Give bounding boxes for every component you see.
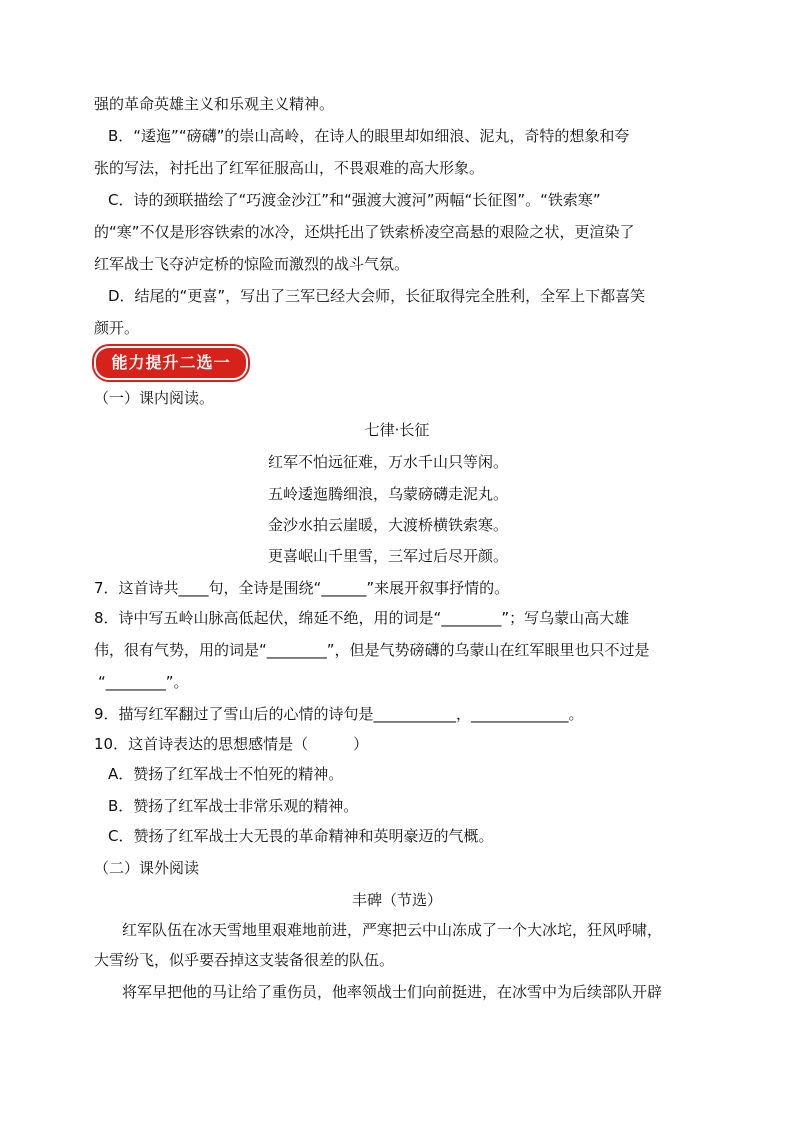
- poem-title: 七律·长征: [364, 421, 430, 439]
- section-badge: 能力提升二选一: [94, 346, 248, 380]
- poem-line-3: 金沙水拍云崖暖，大渡桥横铁索寒。: [268, 516, 509, 534]
- question-8-line1: 8．诗中写五岭山脉高低起伏，绵延不绝，用的词是“________”；写乌蒙山高大雄: [94, 609, 630, 627]
- passage-title: 丰碑（节选）: [351, 891, 442, 909]
- question-10-option-c: C．赞扬了红军战士大无畏的革命精神和英明豪迈的气概。: [108, 827, 494, 845]
- poem-line-2: 五岭逶迤腾细浪，乌蒙磅礴走泥丸。: [268, 485, 509, 503]
- question-7: 7．这首诗共____句，全诗是围绕“______”来展开叙事抒情的。: [94, 579, 510, 597]
- poem-line-4: 更喜岷山千里雪，三军过后尽开颜。: [268, 547, 509, 565]
- passage-p2-line1: 将军早把他的马让给了重伤员，他率领战士们向前挺进，在冰雪中为后续部队开辟: [122, 983, 663, 1001]
- part2-heading: （二）课外阅读: [94, 859, 200, 877]
- question-10-option-b: B．赞扬了红军战士非常乐观的精神。: [108, 797, 359, 815]
- option-c-line3: 红军战士飞夺泸定桥的惊险而激烈的战斗气氛。: [94, 255, 410, 273]
- option-c-line1: C．诗的颈联描绘了“巧渡金沙江”和“强渡大渡河”两幅“长征图”。“铁索寒”: [108, 191, 601, 209]
- question-8-line3: “________”。: [98, 673, 189, 691]
- passage-p1-line2: 大雪纷飞，似乎要吞掉这支装备很差的队伍。: [94, 951, 395, 969]
- question-10-option-a: A．赞扬了红军战士不怕死的精神。: [108, 765, 344, 783]
- question-10: 10．这首诗表达的思想感情是（ ）: [94, 735, 369, 753]
- poem-line-1: 红军不怕远征难，万水千山只等闲。: [268, 453, 509, 471]
- passage-p1-line1: 红军队伍在冰天雪地里艰难地前进，严寒把云中山冻成了一个大冰坨，狂风呼啸，: [122, 921, 663, 939]
- option-b-line2: 张的写法，衬托出了红军征服高山，不畏艰难的高大形象。: [94, 159, 485, 177]
- question-8-line2: 伟，很有气势，用的词是“________”，但是气势磅礴的乌蒙山在红军眼里也只不过是: [94, 641, 650, 659]
- option-c-line2: 的“寒”不仅是形容铁索的冰冷，还烘托出了铁索桥凌空高悬的艰险之状，更渲染了: [94, 223, 635, 241]
- part1-heading: （一）课内阅读。: [94, 389, 215, 407]
- option-b-line1: B．“逶迤”“磅礴”的崇山高岭，在诗人的眼里却如细浪、泥丸，奇特的想象和夸: [108, 127, 630, 145]
- option-d-line2: 颜开。: [94, 319, 140, 337]
- option-a-continuation: 强的革命英雄主义和乐观主义精神。: [94, 95, 335, 113]
- option-d-line1: D．结尾的“更喜”，写出了三军已经大会师，长征取得完全胜利，全军上下都喜笑: [108, 287, 646, 305]
- question-9: 9．描写红军翻过了雪山后的心情的诗句是___________，_____________。: [94, 705, 584, 723]
